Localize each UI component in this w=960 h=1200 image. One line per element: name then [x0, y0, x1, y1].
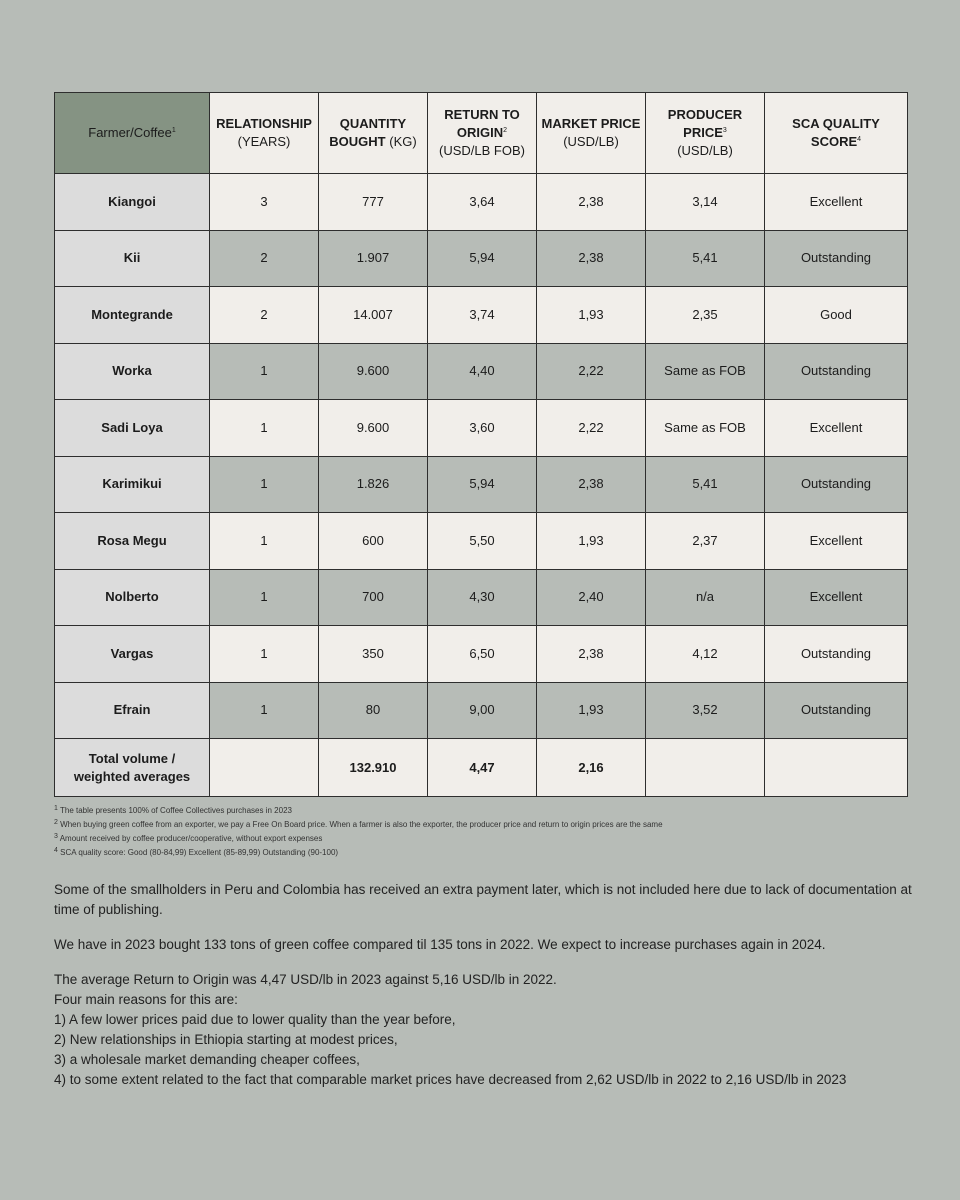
total-relationship-cell [210, 739, 319, 797]
return-cell: 5,94 [428, 456, 537, 513]
paragraph-return-line: 3) a wholesale market demanding cheaper coffees, [54, 1052, 360, 1067]
producer-cell: 2,35 [646, 287, 765, 344]
relationship-cell: 2 [210, 230, 319, 287]
paragraph-extra-payment: Some of the smallholders in Peru and Colombia has received an extra payment later, which is not included here due to lack of documentation at time of publishing. [54, 882, 912, 917]
paragraph-return-line: 1) A few lower prices paid due to lower quality than the year before, [54, 1012, 456, 1027]
paragraph-return-line: 4) to some extent related to the fact that comparable market prices have decreased from 2,62 USD/lb in 2022 to 2,16 USD/lb in 2023 [54, 1072, 847, 1087]
header-producer-price: PRODUCER PRICE$^3$ (USD/LB) [646, 93, 765, 174]
producer-cell: 4,12 [646, 626, 765, 683]
commentary [54, 880, 924, 1090]
footnote: $^2$ When buying green coffee from an exporter, we pay a Free On Board price. When a farmer is also the exporter, the producer price and return to origin prices are the same [54, 819, 663, 829]
farmer-name: Nolberto [55, 569, 210, 626]
quantity-cell: 80 [319, 682, 428, 739]
return-cell: 6,50 [428, 626, 537, 683]
producer-cell: 5,41 [646, 230, 765, 287]
table-row [55, 626, 908, 683]
table-row [55, 456, 908, 513]
header-return-to-origin: RETURN TO ORIGIN$^2$ (USD/LB FOB) [428, 93, 537, 174]
relationship-cell: 1 [210, 456, 319, 513]
paragraph-return-line: The average Return to Origin was 4,47 USD/lb in 2023 against 5,16 USD/lb in 2022. [54, 972, 557, 987]
table-header-row [55, 93, 908, 174]
producer-cell: 3,14 [646, 174, 765, 231]
return-cell: 9,00 [428, 682, 537, 739]
return-cell: 4,30 [428, 569, 537, 626]
relationship-cell: 2 [210, 287, 319, 344]
sca-cell: Good [765, 287, 908, 344]
farmer-name: Efrain [55, 682, 210, 739]
quantity-cell: 700 [319, 569, 428, 626]
market-cell: 2,38 [537, 456, 646, 513]
table-row [55, 513, 908, 570]
sca-cell: Excellent [765, 569, 908, 626]
producer-cell: Same as FOB [646, 343, 765, 400]
footnote: $^1$ The table presents 100% of Coffee Collectives purchases in 2023 [54, 805, 292, 815]
table-row [55, 174, 908, 231]
coffee-purchase-table [54, 92, 908, 797]
total-sca-cell [765, 739, 908, 797]
sca-cell: Outstanding [765, 682, 908, 739]
relationship-cell: 1 [210, 626, 319, 683]
footnote: $^3$ Amount received by coffee producer/cooperative, without export expenses [54, 833, 323, 843]
farmer-name: Kiangoi [55, 174, 210, 231]
footnote: $^4$ SCA quality score: Good (80-84,99) Excellent (85-89,99) Outstanding (90-100) [54, 847, 339, 857]
market-cell: 1,93 [537, 287, 646, 344]
table-row [55, 230, 908, 287]
total-label: Total volume / weighted averages [55, 739, 210, 797]
farmer-name: Worka [55, 343, 210, 400]
table-row [55, 569, 908, 626]
farmer-name: Vargas [55, 626, 210, 683]
quantity-cell: 9.600 [319, 343, 428, 400]
sca-cell: Excellent [765, 174, 908, 231]
relationship-cell: 1 [210, 513, 319, 570]
producer-cell: 5,41 [646, 456, 765, 513]
sca-cell: Outstanding [765, 626, 908, 683]
producer-cell: 2,37 [646, 513, 765, 570]
sca-cell: Excellent [765, 513, 908, 570]
producer-cell: 3,52 [646, 682, 765, 739]
market-cell: 2,22 [537, 400, 646, 457]
quantity-cell: 14.007 [319, 287, 428, 344]
relationship-cell: 1 [210, 343, 319, 400]
farmer-name: Sadi Loya [55, 400, 210, 457]
sca-cell: Outstanding [765, 230, 908, 287]
quantity-cell: 600 [319, 513, 428, 570]
total-quantity: 132.910 [319, 739, 428, 797]
table-row [55, 287, 908, 344]
table-row [55, 682, 908, 739]
relationship-cell: 3 [210, 174, 319, 231]
table-row [55, 400, 908, 457]
return-cell: 3,64 [428, 174, 537, 231]
relationship-cell: 1 [210, 569, 319, 626]
sca-cell: Outstanding [765, 456, 908, 513]
market-cell: 1,93 [537, 682, 646, 739]
quantity-cell: 9.600 [319, 400, 428, 457]
total-market: 2,16 [537, 739, 646, 797]
table-row [55, 343, 908, 400]
producer-cell: n/a [646, 569, 765, 626]
relationship-cell: 1 [210, 682, 319, 739]
farmer-name: Kii [55, 230, 210, 287]
quantity-cell: 350 [319, 626, 428, 683]
quantity-cell: 1.907 [319, 230, 428, 287]
quantity-cell: 1.826 [319, 456, 428, 513]
market-cell: 1,93 [537, 513, 646, 570]
return-cell: 5,50 [428, 513, 537, 570]
quantity-cell: 777 [319, 174, 428, 231]
market-cell: 2,38 [537, 626, 646, 683]
farmer-name: Rosa Megu [55, 513, 210, 570]
footnotes [54, 804, 914, 860]
header-sca-score: SCA QUALITY SCORE$^4$ [765, 93, 908, 174]
market-cell: 2,38 [537, 230, 646, 287]
header-quantity: QUANTITY BOUGHT (KG) [319, 93, 428, 174]
header-market-price: MARKET PRICE (USD/LB) [537, 93, 646, 174]
producer-cell: Same as FOB [646, 400, 765, 457]
total-producer-cell [646, 739, 765, 797]
sca-cell: Outstanding [765, 343, 908, 400]
return-cell: 4,40 [428, 343, 537, 400]
sca-cell: Excellent [765, 400, 908, 457]
total-return: 4,47 [428, 739, 537, 797]
paragraph-return-line: Four main reasons for this are: [54, 992, 238, 1007]
return-cell: 5,94 [428, 230, 537, 287]
relationship-cell: 1 [210, 400, 319, 457]
market-cell: 2,40 [537, 569, 646, 626]
paragraph-volume: We have in 2023 bought 133 tons of green coffee compared til 135 tons in 2022. We expect to increase purchases again in 2024. [54, 937, 826, 952]
paragraph-return-line: 2) New relationships in Ethiopia starting at modest prices, [54, 1032, 398, 1047]
return-cell: 3,60 [428, 400, 537, 457]
total-row [55, 739, 908, 797]
market-cell: 2,38 [537, 174, 646, 231]
market-cell: 2,22 [537, 343, 646, 400]
farmer-name: Karimikui [55, 456, 210, 513]
header-relationship: RELATIONSHIP (YEARS) [210, 93, 319, 174]
farmer-name: Montegrande [55, 287, 210, 344]
header-farmer: Farmer/Coffee$^1$ [55, 93, 210, 174]
return-cell: 3,74 [428, 287, 537, 344]
